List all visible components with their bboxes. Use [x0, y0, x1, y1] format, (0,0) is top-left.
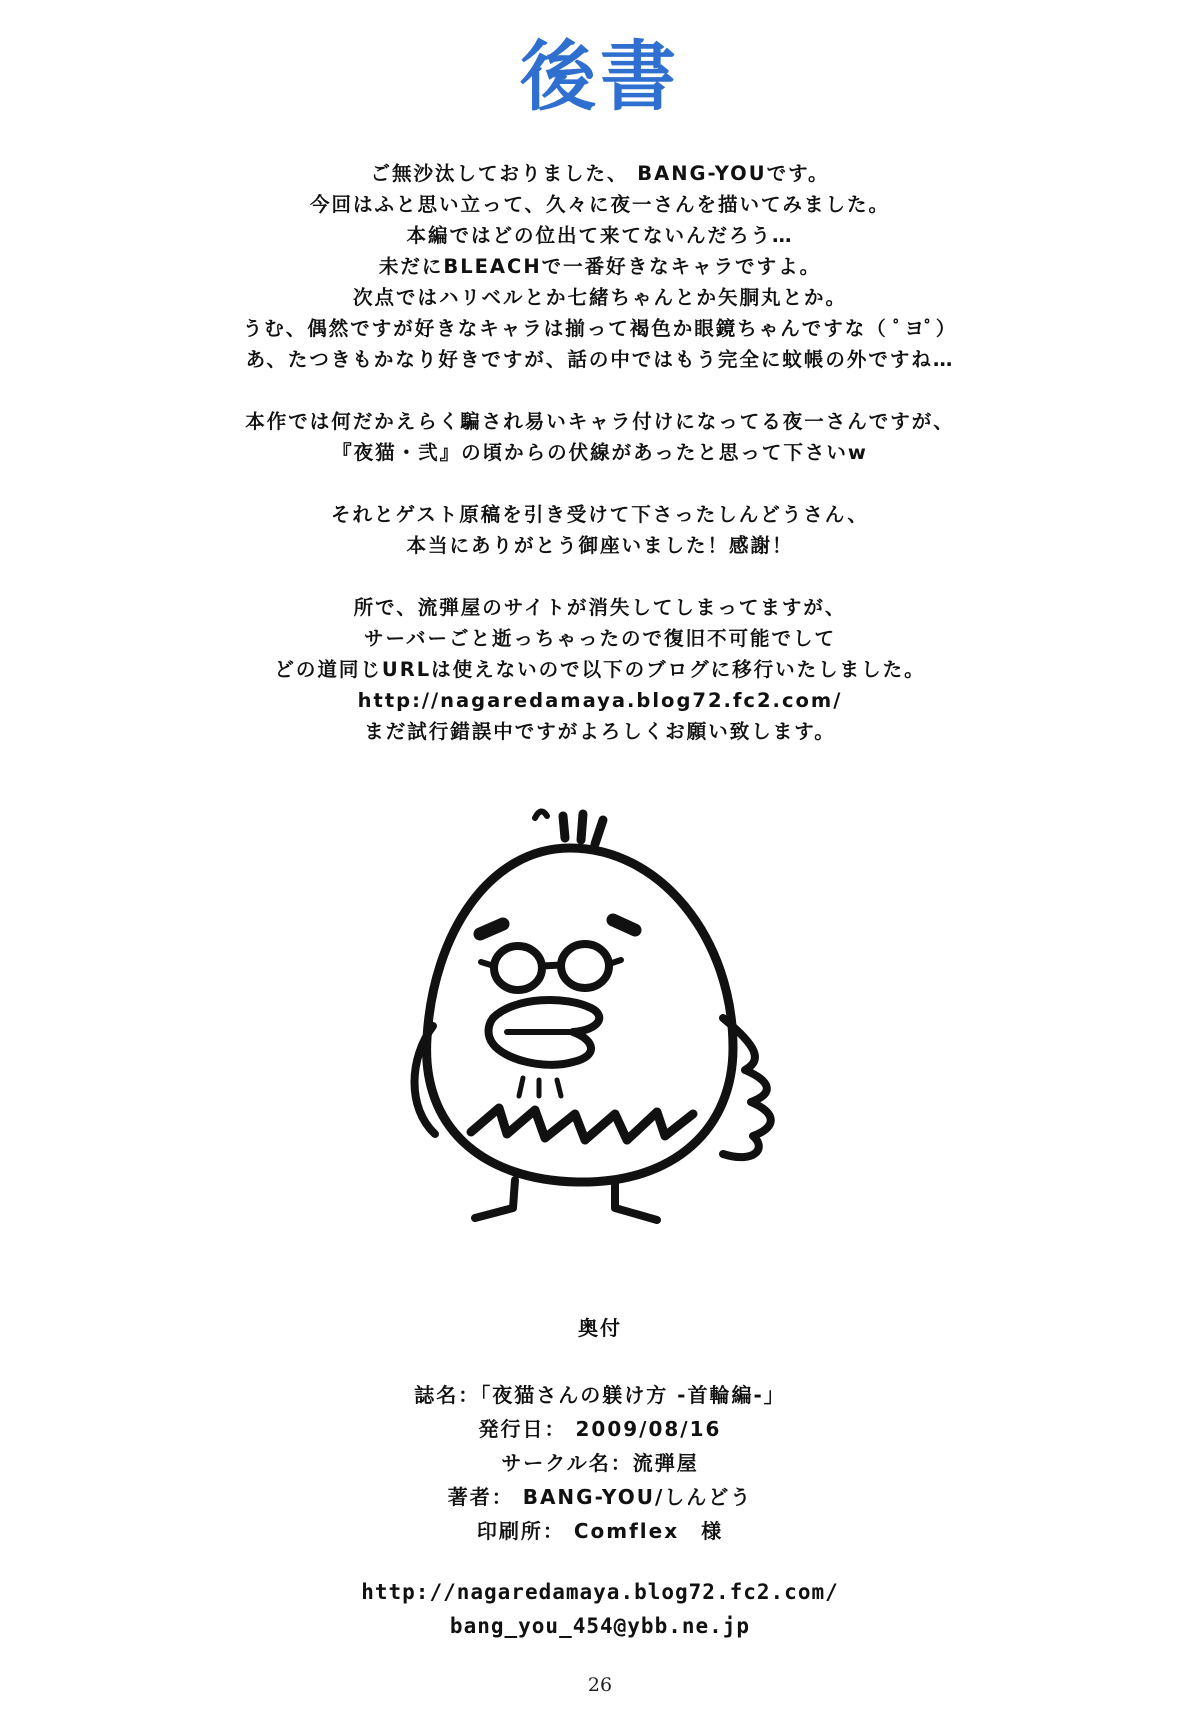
colophon	[0, 1312, 1200, 1643]
afterword-line: 『夜猫・弐』の頃からの伏線があったと思って下さいw	[332, 441, 868, 464]
beard-stroke	[557, 1080, 561, 1096]
glasses-arm	[609, 960, 621, 964]
afterword-line: まだ試行錯誤中ですがよろしくお願い致します。	[364, 720, 836, 743]
afterword-paragraph	[0, 406, 1200, 468]
page-title: 後書	[520, 32, 680, 121]
eyebrow	[480, 924, 503, 934]
afterword-line: 所で、流弾屋のサイトが消失してしまってますが、	[353, 596, 847, 619]
glasses-lens	[494, 946, 542, 990]
afterword-line: サーバーごと逝っちゃったので復旧不可能でして	[363, 627, 837, 650]
zigzag-chest	[471, 1108, 693, 1140]
afterword-line: 今回はふと思い立って、久々に夜一さんを描いてみました。	[309, 193, 891, 216]
colophon-heading: 奥付	[578, 1316, 622, 1340]
colophon-email: bang_you_454@ybb.ne.jp	[449, 1614, 751, 1638]
afterword-line: 本作では何だかえらく騙され易いキャラ付けになってる夜一さんですが、	[245, 410, 955, 433]
afterword-line: 未だにBLEACHで一番好きなキャラですよ。	[378, 255, 822, 278]
afterword-paragraph	[0, 592, 1200, 747]
page-number: 26	[587, 1674, 613, 1696]
glasses-bridge	[542, 965, 561, 966]
colophon-date: 発行日： 2009/08/16	[478, 1417, 722, 1441]
afterword-line: 次点ではハリベルとか七緒ちゃんとか矢胴丸とか。	[352, 286, 848, 309]
colophon-circle: サークル名：流弾屋	[501, 1451, 699, 1475]
colophon-authors: 著者： BANG-YOU/しんどう	[447, 1485, 753, 1509]
colophon-url: http://nagaredamaya.blog72.fc2.com/	[361, 1580, 839, 1604]
afterword-line: 本当にありがとう御座いました！感謝！	[406, 534, 794, 557]
blog-url-text: http://nagaredamaya.blog72.fc2.com/	[357, 689, 843, 712]
afterword-line: それとゲスト原稿を引き受けて下さったしんどうさん、	[331, 503, 869, 526]
afterword-line: うむ、偶然ですが好きなキャラは揃って褐色か眼鏡ちゃんですな（ ﾟヨﾟ）	[242, 317, 958, 340]
left-leg	[475, 1180, 515, 1218]
hair-tuft	[563, 816, 565, 838]
glasses-arm	[481, 962, 494, 966]
hair-tuft	[595, 820, 603, 844]
glasses-lens	[561, 944, 609, 988]
colophon-links	[0, 1575, 1200, 1643]
hair-tuft	[535, 811, 547, 818]
afterword-paragraph	[0, 158, 1200, 375]
bird-mascot-icon	[395, 808, 785, 1260]
right-leg	[615, 1180, 657, 1220]
colophon-title: 誌名：「夜猫さんの躾け方 -首輪編-」	[414, 1383, 786, 1407]
hair-tuft	[581, 814, 583, 840]
afterword-line: あ、たつきもかなり好きですが、話の中ではもう完全に蚊帳の外ですね…	[245, 348, 955, 371]
afterword-line: 本編ではどの位出て来てないんだろう…	[406, 224, 794, 247]
afterword-line: ご無沙汰しておりました、 BANG-YOUです。	[370, 162, 830, 185]
afterword-text	[0, 158, 1200, 747]
afterword-paragraph	[0, 499, 1200, 561]
eyebrow	[613, 920, 635, 930]
colophon-printer: 印刷所： Comflex 様	[476, 1519, 724, 1543]
afterword-line: どの道同じURLは使えないので以下のブログに移行いたしました。	[274, 658, 926, 681]
beard-stroke	[519, 1078, 523, 1096]
